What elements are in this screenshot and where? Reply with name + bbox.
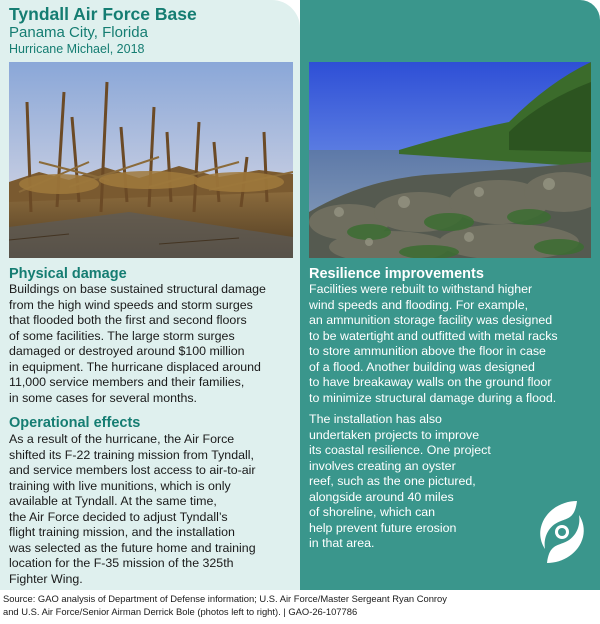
text-line: from the high wind speeds and storm surges (9, 297, 253, 312)
location-subtitle: Panama City, Florida (9, 24, 148, 41)
text-line: shifted its F-22 training mission from Tyndall, (9, 447, 254, 462)
source-line: Source: GAO analysis of Department of Defense information; U.S. Air Force/Master Sergeant Ryan Conroy (3, 593, 447, 604)
text-line: of a flood. Another building was designed (309, 359, 535, 374)
source-note (3, 593, 447, 618)
physical-damage-heading: Physical damage (9, 266, 127, 282)
text-line: that flooded both the first and second floors (9, 313, 247, 327)
event-caption: Hurricane Michael, 2018 (9, 42, 145, 56)
operational-effects-heading: Operational effects (9, 415, 141, 431)
resilience-heading: Resilience improvements (309, 266, 484, 282)
operational-effects-text (9, 432, 297, 587)
text-line: wind speeds and flooding. For example, (309, 297, 529, 312)
text-line: its coastal resilience. One project (309, 443, 491, 457)
text-line: available at Tyndall. At the same time, (9, 494, 217, 508)
text-line: damaged or destroyed around $100 million (9, 344, 245, 358)
text-line: Buildings on base sustained structural damage (9, 282, 266, 296)
text-line: and service members lost access to air-to-air (9, 463, 256, 477)
text-line: Fighter Wing. (9, 571, 83, 586)
text-line: of shoreline, which can (309, 505, 436, 519)
text-line: was selected as the future home and training (9, 540, 256, 555)
text-line: location for the F-35 mission of the 325th (9, 556, 234, 570)
oyster-reef-shoreline-photo (309, 62, 591, 258)
page-title: Tyndall Air Force Base (9, 4, 197, 24)
source-line: and U.S. Air Force/Senior Airman Derrick Bole (photos left to right). | GAO-26-107786 (3, 605, 358, 617)
text-line: to be watertight and outfitted with metal racks (309, 328, 558, 343)
text-line: reef, such as the one pictured, (309, 474, 476, 488)
text-line: in that area. (309, 536, 375, 550)
text-line: to store ammunition above the floor in case (309, 344, 546, 358)
text-line: alongside around 40 miles (309, 489, 454, 504)
text-line: As a result of the hurricane, the Air Force (9, 432, 235, 446)
resilience-paragraph-1 (309, 282, 593, 406)
text-line: Facilities were rebuilt to withstand higher (309, 282, 533, 296)
text-line: The installation has also (309, 412, 442, 426)
text-line: in some cases for several months. (9, 390, 198, 405)
text-line: training with live munitions, which is only (9, 478, 231, 493)
text-line: involves creating an oyster (309, 458, 456, 473)
physical-damage-text (9, 282, 297, 406)
storm-damaged-forest-image (9, 62, 293, 258)
text-line: in equipment. The hurricane displaced around (9, 359, 261, 374)
text-line: help prevent future erosion (309, 520, 457, 535)
text-line: of some facilities. The large storm surges (9, 328, 235, 343)
text-line: flight training mission, and the installation (9, 525, 235, 539)
text-line: the Air Force decided to adjust Tyndall’s (9, 509, 228, 524)
text-line: 11,000 service members and their families, (9, 375, 245, 389)
text-line: to minimize structural damage during a flood. (309, 390, 557, 405)
oyster-reef-image (309, 62, 591, 258)
text-line: an ammunition storage facility was designed (309, 313, 553, 327)
storm-damaged-forest-photo (9, 62, 293, 258)
text-line: undertaken projects to improve (309, 427, 480, 442)
hurricane-icon (531, 497, 593, 567)
text-line: to have breakaway walls on the ground floor (309, 375, 552, 389)
